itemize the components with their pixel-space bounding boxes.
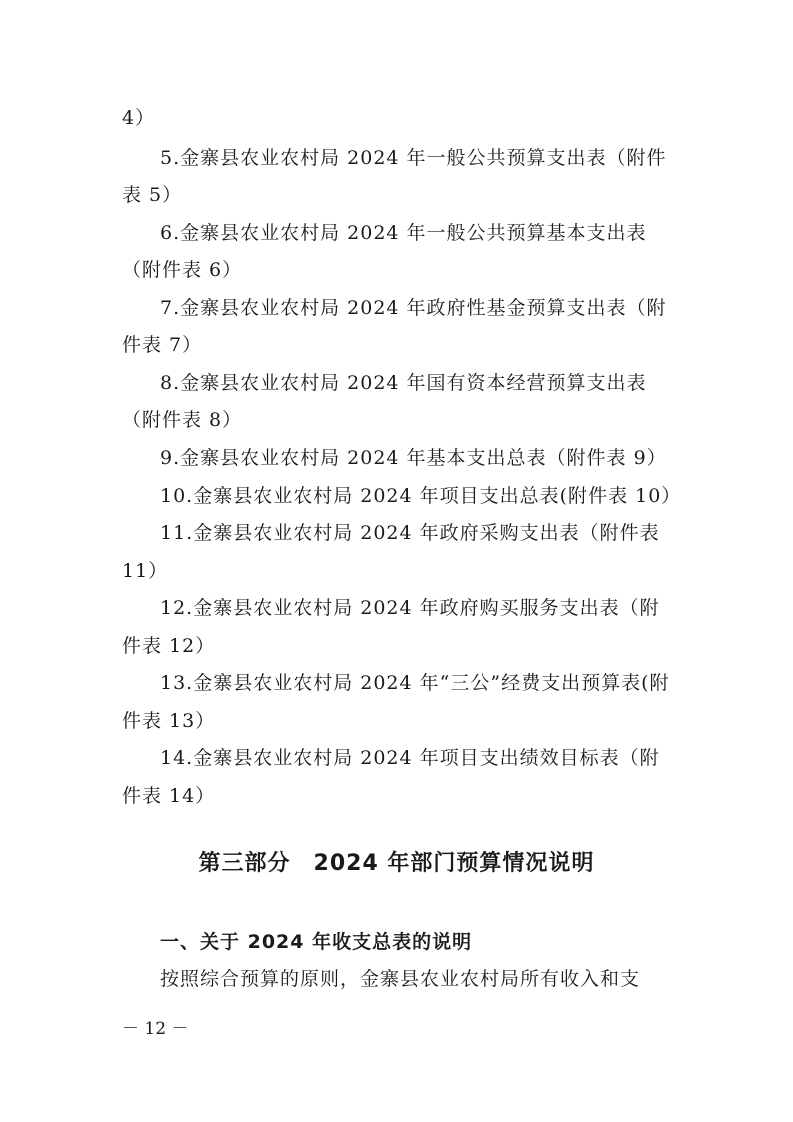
list-line: 13.金寨县农业农村局 2024 年“三公”经费支出预算表(附: [160, 672, 670, 694]
list-line: 8.金寨县农业农村局 2024 年国有资本经营预算支出表: [160, 372, 647, 394]
list-line: 件表 14）: [122, 785, 216, 807]
section-heading: 第三部分 2024 年部门预算情况说明: [198, 851, 595, 876]
list-line: 10.金寨县农业农村局 2024 年项目支出总表(附件表 10）: [160, 485, 682, 507]
list-line: 件表 13）: [122, 710, 216, 732]
list-line: 7.金寨县农业农村局 2024 年政府性基金预算支出表（附: [160, 297, 667, 319]
list-line: 4）: [122, 107, 156, 129]
page-number: － 12 －: [122, 1019, 189, 1039]
body-paragraph-line: 按照综合预算的原则，金寨县农业农村局所有收入和支: [160, 968, 641, 990]
subsection-heading: 一、关于 2024 年收支总表的说明: [160, 931, 473, 953]
list-line: （附件表 8）: [122, 409, 243, 431]
list-line: 表 5）: [122, 184, 183, 206]
list-line: 6.金寨县农业农村局 2024 年一般公共预算基本支出表: [160, 222, 647, 244]
list-line: 9.金寨县农业农村局 2024 年基本支出总表（附件表 9）: [160, 447, 667, 469]
list-line: 11.金寨县农业农村局 2024 年政府采购支出表（附件表: [160, 522, 660, 544]
list-line: 11）: [122, 560, 169, 582]
list-line: 12.金寨县农业农村局 2024 年政府购买服务支出表（附: [160, 597, 660, 619]
list-line: 件表 12）: [122, 635, 216, 657]
list-line: （附件表 6）: [122, 259, 243, 281]
list-line: 件表 7）: [122, 334, 203, 356]
list-line: 14.金寨县农业农村局 2024 年项目支出绩效目标表（附: [160, 747, 660, 769]
list-line: 5.金寨县农业农村局 2024 年一般公共预算支出表（附件: [160, 147, 667, 169]
